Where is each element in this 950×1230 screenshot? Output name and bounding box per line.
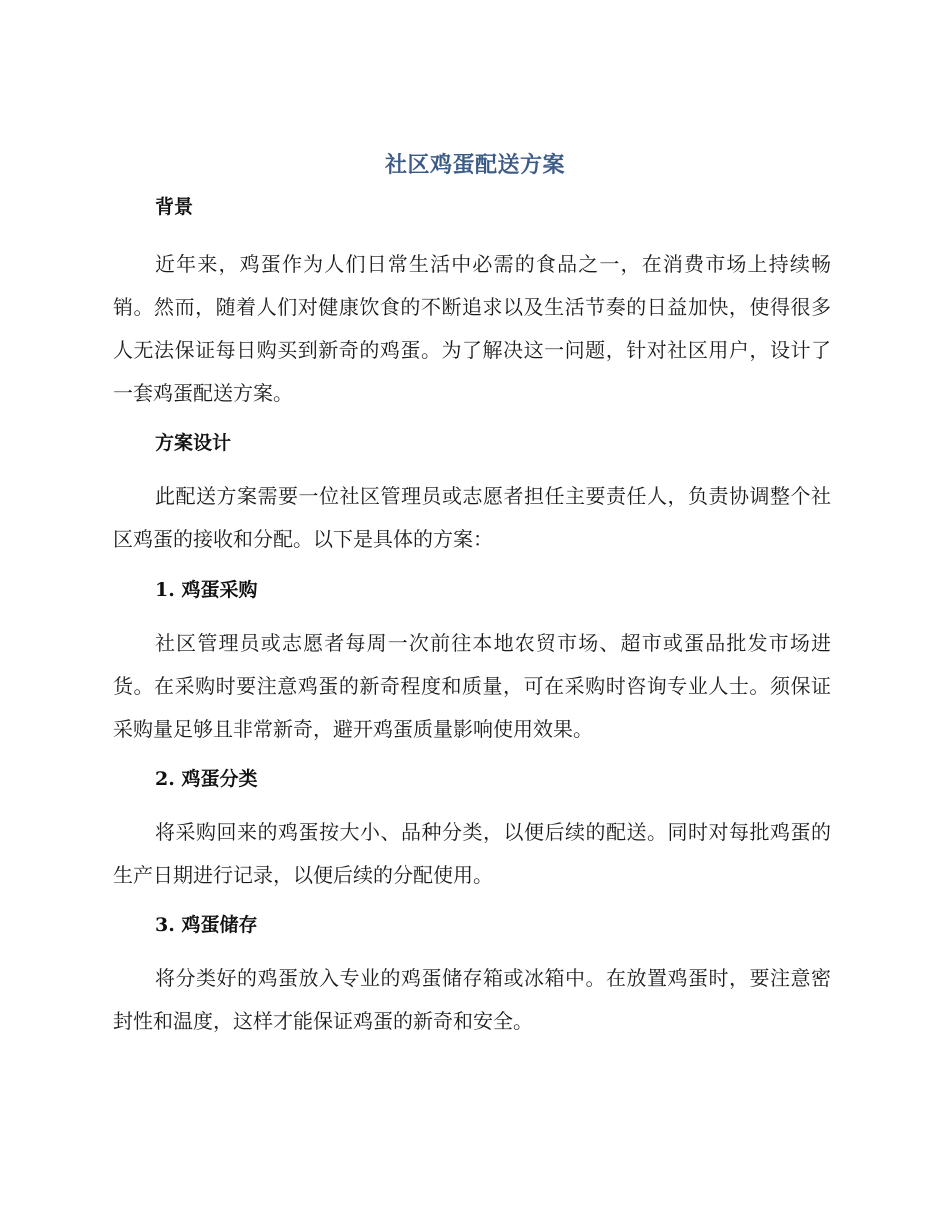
section-paragraph-purchase: 社区管理员或志愿者每周一次前往本地农贸市场、超市或蛋品批发市场进货。在采购时要注意鸡蛋的新奇程度和质量，可在采购时咨询专业人士。须保证采购量足够且非常新奇，避开鸡蛋质量影响使用效果。 xyxy=(113,631,831,741)
section-heading-storage: 3. 鸡蛋储存 xyxy=(155,914,258,936)
section-paragraph-design: 此配送方案需要一位社区管理员或志愿者担任主要责任人，负责协调整个社区鸡蛋的接收和分配。以下是具体的方案： xyxy=(113,484,831,551)
section-heading-purchase: 1. 鸡蛋采购 xyxy=(155,579,258,601)
section-paragraph-classify: 将采购回来的鸡蛋按大小、品种分类，以便后续的配送。同时对每批鸡蛋的生产日期进行记录，以便后续的分配使用。 xyxy=(113,820,831,887)
section-heading-classify: 2. 鸡蛋分类 xyxy=(155,768,258,790)
section-heading-background: 背景 xyxy=(155,196,194,218)
document-title: 社区鸡蛋配送方案 xyxy=(384,153,565,178)
section-paragraph-background: 近年来，鸡蛋作为人们日常生活中必需的食品之一，在消费市场上持续畅销。然而，随着人们对健康饮食的不断追求以及生活节奏的日益加快，使得很多人无法保证每日购买到新奇的鸡蛋。为了解决这一问题，针对社区用户，设计了一套鸡蛋配送方案。 xyxy=(113,252,831,405)
section-heading-design: 方案设计 xyxy=(155,432,232,454)
document-body xyxy=(113,193,831,1043)
section-paragraph-storage: 将分类好的鸡蛋放入专业的鸡蛋储存箱或冰箱中。在放置鸡蛋时，要注意密封性和温度，这样才能保证鸡蛋的新奇和安全。 xyxy=(113,966,831,1033)
